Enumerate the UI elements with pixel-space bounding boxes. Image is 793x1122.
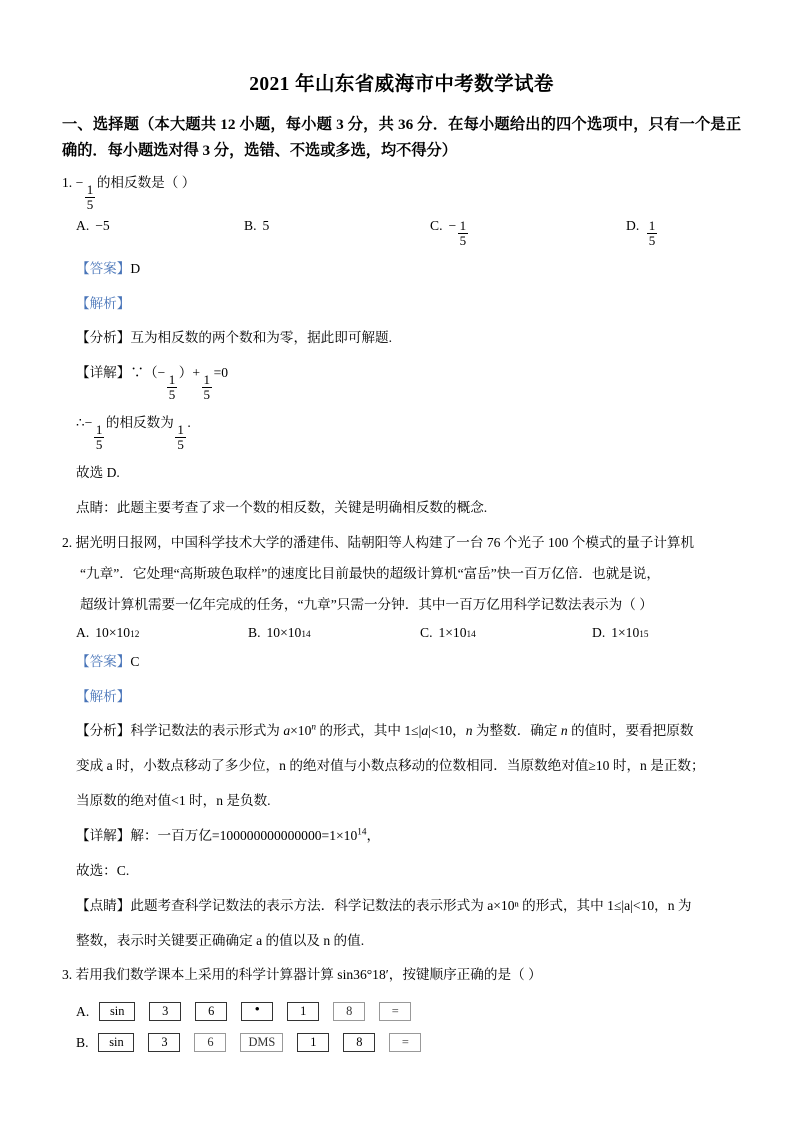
detail-label: 【详解】 xyxy=(76,365,131,381)
calculator-key-1: 1 xyxy=(297,1033,329,1052)
question-3-stem: 3. 若用我们数学课本上采用的科学计算器计算 sin36°18′，按键顺序正确的是（ ） xyxy=(62,967,542,983)
tip-label: 点睛： xyxy=(76,500,117,516)
question-2-tip-line-1: 【点睛】此题考查科学记数法的表示方法．科学记数法的表示形式为 a×10ⁿ 的形式，其中 1≤|a|<10，n 为 xyxy=(76,897,692,913)
question-1-answer: D xyxy=(130,261,141,277)
question-1-answer-row xyxy=(76,256,741,283)
question-2-tip-line-2: 整数，表示时关键要正确确定 a 的值以及 n 的值. xyxy=(76,932,365,948)
option-c: C. − $\frac{1}{5}$ xyxy=(430,218,467,249)
option-b: B. 5 xyxy=(244,218,270,234)
question-2-stem-line-3: 超级计算机需要一亿年完成的任务，“九章”只需一分钟．其中一百万亿用科学记数法表示为（ ） xyxy=(80,596,653,612)
tip-label: 【点睛】 xyxy=(76,897,131,913)
fraction: $\frac{1}{5}$ xyxy=(203,372,211,403)
fraction: $\frac{1}{5}$ xyxy=(168,372,176,403)
option-b: B. 10×10 14 xyxy=(248,625,311,641)
analysis-label: 【分析】 xyxy=(76,330,131,346)
fraction: $\frac{1}{5}$ xyxy=(177,422,184,453)
question-1-stem xyxy=(62,170,741,212)
fraction: $\frac{1}{5}$ xyxy=(86,182,94,213)
calculator-key-sin: sin xyxy=(98,1033,134,1052)
question-2-analysis-line-1: 【分析】科学记数法的表示形式为 $a\times 10^n$ 的形式，其中 1≤|a|<10，n 为整数．确定 n 的值时，要看把原数 xyxy=(76,721,694,739)
calculator-key-dms: DMS xyxy=(240,1033,283,1052)
question-1-analysis: 【分析】互为相反数的两个数和为零，据此即可解题. xyxy=(76,330,393,346)
question-3-option-a: A. sin 3 6 • 1 8 = xyxy=(76,1002,741,1021)
question-2-options xyxy=(62,625,741,641)
question-2-answer: C xyxy=(130,654,140,670)
option-d: D. $\frac{1}{5}$ xyxy=(626,218,656,249)
question-2-conclusion: 故选：C. xyxy=(76,862,130,878)
question-1-conclusion: 故选 D. xyxy=(76,465,120,481)
question-2-answer-row xyxy=(76,649,741,676)
question-2-stem-line-2: “九章”．它处理“高斯玻色取样”的速度比目前最快的超级计算机“富岳”快一百万亿倍．也就是说， xyxy=(80,565,660,581)
calculator-key-6: 6 xyxy=(195,1002,227,1021)
explain-label: 【解析】 xyxy=(76,295,131,311)
fraction: $\frac{1}{5}$ xyxy=(459,218,467,249)
question-1-number: 1. xyxy=(62,175,73,191)
calculator-key-8: 8 xyxy=(333,1002,365,1021)
question-1-stem-suffix: 的相反数是（ ） xyxy=(96,175,196,191)
question-2-stem-line-1: 2. 据光明日报网，中国科学技术大学的潘建伟、陆朝阳等人构建了一台 76 个光子 100 个模式的量子计算机 xyxy=(62,534,695,550)
option-a: A. −5 xyxy=(76,218,110,234)
section-heading: 一、选择题（本大题共 12 小题，每小题 3 分，共 36 分．在每小题给出的四个选项中，只有一个是正确的．每小题选对得 3 分，选错、不选或多选，均不得分） xyxy=(62,116,741,160)
question-3-option-b: B. sin 3 6 DMS 1 8 = xyxy=(76,1033,741,1052)
answer-label: 【答案】 xyxy=(76,654,131,670)
option-a: A. 10×10 12 xyxy=(76,625,140,641)
calculator-key-1: 1 xyxy=(287,1002,319,1021)
fraction: $\frac{1}{5}$ xyxy=(648,218,656,249)
explain-label: 【解析】 xyxy=(76,688,131,704)
question-1-detail-line-2: ∴− $\frac{1}{5}$ 的相反数为 $\frac{1}{5}$ . xyxy=(76,415,191,453)
calculator-key-3: 3 xyxy=(149,1002,181,1021)
option-d: D. 1×10 15 xyxy=(592,625,649,641)
calculator-key-sin: sin xyxy=(99,1002,135,1021)
calculator-key-dot: • xyxy=(241,1002,273,1021)
question-1-explain-row xyxy=(76,291,741,318)
calculator-key-3: 3 xyxy=(148,1033,180,1052)
fraction: $\frac{1}{5}$ xyxy=(95,422,103,453)
question-2-number: 2. xyxy=(62,534,73,550)
calculator-key-equals: = xyxy=(389,1033,421,1052)
answer-label: 【答案】 xyxy=(76,261,131,277)
detail-label: 【详解】 xyxy=(76,827,131,843)
calculator-key-equals: = xyxy=(379,1002,411,1021)
question-1-options xyxy=(62,218,741,248)
question-2-analysis-line-3: 当原数的绝对值<1 时，n 是负数. xyxy=(76,793,271,809)
question-2-explain-row xyxy=(76,684,741,711)
page-title: 2021 年山东省威海市中考数学试卷 xyxy=(249,74,554,95)
option-c: C. 1×10 14 xyxy=(420,625,476,641)
question-1-stem-prefix: − xyxy=(75,175,84,191)
question-2-detail: 【详解】解：一百万亿$=100000000000000=1\times 10^{14}$， xyxy=(76,826,381,843)
question-2-analysis-line-2: 变成 a 时，小数点移动了多少位，n 的绝对值与小数点移动的位数相同．当原数绝对值≥10 时，n 是正数； xyxy=(76,758,705,774)
calculator-key-8: 8 xyxy=(343,1033,375,1052)
question-1-detail-line-1: 【详解】∵（− $\frac{1}{5}$ ）+ $\frac{1}{5}$ =0 xyxy=(76,365,229,403)
question-3-number: 3. xyxy=(62,967,73,983)
question-1-tip: 点睛：此题主要考查了求一个数的相反数，关键是明确相反数的概念. xyxy=(76,500,488,516)
calculator-key-6: 6 xyxy=(194,1033,226,1052)
analysis-label: 【分析】 xyxy=(76,723,131,739)
